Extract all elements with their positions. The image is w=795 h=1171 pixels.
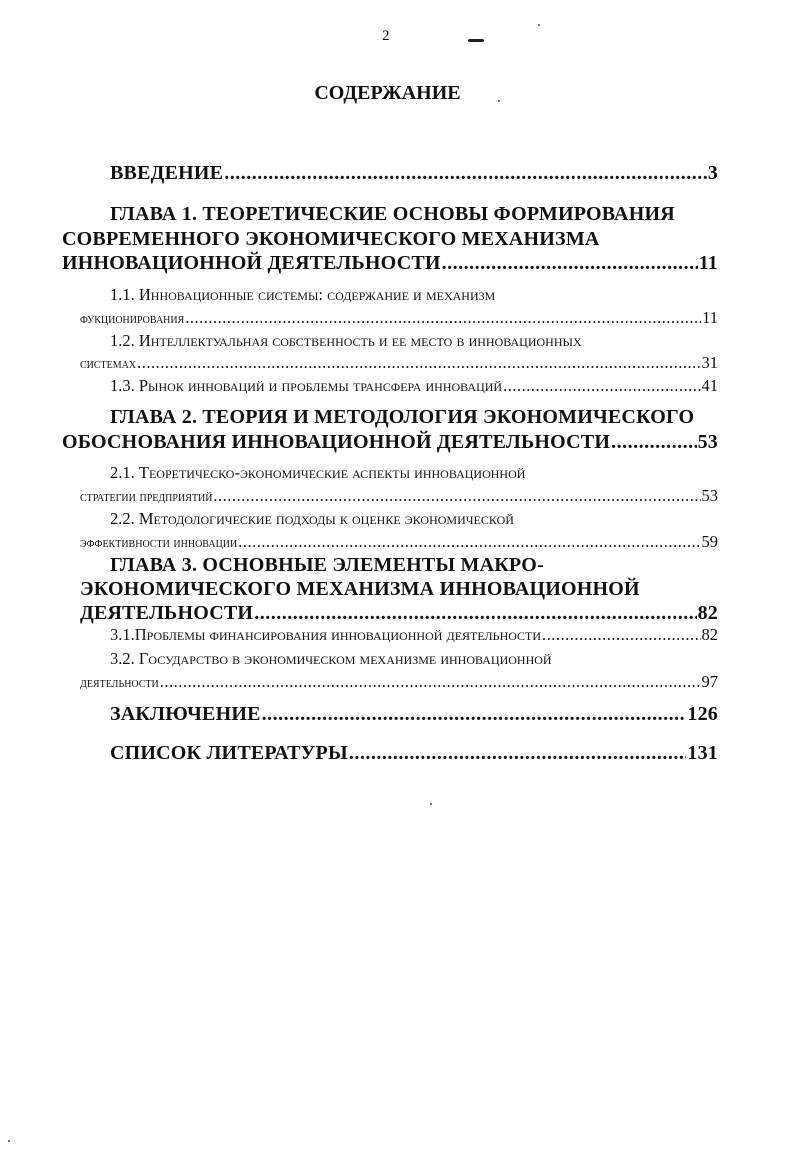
section-title-text: 1.2. Интеллектуальная собственность и ее место в инновационных bbox=[110, 331, 582, 350]
section-title-text: системах bbox=[80, 356, 137, 372]
scan-speck bbox=[8, 1140, 10, 1142]
toc-entry-page: 126 bbox=[687, 703, 718, 725]
scan-speck bbox=[538, 24, 540, 26]
toc-entry-page: 41 bbox=[701, 376, 718, 395]
toc-section-2-2-line-2[interactable] bbox=[80, 532, 718, 552]
toc-entry-page: 11 bbox=[698, 252, 718, 274]
toc-section-1-3[interactable] bbox=[110, 376, 718, 396]
toc-entry-page: 11 bbox=[702, 308, 718, 327]
leader-dots bbox=[349, 742, 687, 765]
chapter-title-text: ГЛАВА 3. ОСНОВНЫЕ ЭЛЕМЕНТЫ МАКРО- bbox=[110, 554, 544, 576]
page-title: СОДЕРЖАНИЕ bbox=[314, 82, 461, 104]
section-title-text: фукционирования bbox=[80, 311, 185, 327]
toc-chapter-3-line-2[interactable] bbox=[80, 578, 640, 601]
section-title-text: 2.1. Теоретическо-экономические аспекты инновационной bbox=[110, 463, 526, 482]
section-title-text: 1.3. Рынок инноваций и проблемы трансфера инноваций bbox=[110, 376, 503, 395]
leader-dots bbox=[137, 353, 700, 373]
leader-dots bbox=[254, 602, 696, 625]
section-title-text: 1.1. Инновационные системы: содержание и механизм bbox=[110, 285, 496, 304]
toc-chapter-1-line-3[interactable] bbox=[62, 252, 718, 275]
toc-chapter-1-line-1[interactable] bbox=[110, 203, 675, 226]
toc-entry-page: 82 bbox=[701, 625, 718, 644]
leader-dots bbox=[611, 431, 696, 454]
toc-section-1-2-line-2[interactable] bbox=[80, 353, 718, 373]
section-title-text: эффективности инновации bbox=[80, 535, 238, 551]
chapter-title-text: ИННОВАЦИОННОЙ ДЕЯТЕЛЬНОСТИ bbox=[62, 252, 441, 274]
section-title-text: 3.1.Проблемы финансирования инновационной деятельности bbox=[110, 625, 542, 644]
page-number: 2 bbox=[382, 28, 390, 44]
toc-entry-page: 53 bbox=[697, 431, 718, 453]
leader-dots bbox=[262, 703, 687, 726]
scan-speck bbox=[430, 803, 432, 805]
toc-chapter-3-line-1[interactable] bbox=[110, 554, 544, 577]
leader-dots bbox=[185, 308, 701, 328]
leader-dots bbox=[503, 376, 700, 396]
toc-chapter-2-line-2[interactable] bbox=[62, 431, 718, 454]
toc-entry-title: ЗАКЛЮЧЕНИЕ bbox=[110, 703, 261, 725]
chapter-title-text: СОВРЕМЕННОГО ЭКОНОМИЧЕСКОГО МЕХАНИЗМА bbox=[62, 228, 600, 250]
toc-entry-page: 82 bbox=[697, 602, 718, 624]
toc-entry-page: 97 bbox=[701, 672, 718, 691]
chapter-title-text: ЭКОНОМИЧЕСКОГО МЕХАНИЗМА ИННОВАЦИОННОЙ bbox=[80, 578, 640, 600]
toc-entry-intro[interactable] bbox=[110, 162, 718, 185]
toc-section-3-1[interactable] bbox=[110, 625, 718, 645]
toc-entry-title: ВВЕДЕНИЕ bbox=[110, 162, 224, 184]
toc-entry-page: 31 bbox=[701, 353, 718, 372]
chapter-title-text: ОБОСНОВАНИЯ ИННОВАЦИОННОЙ ДЕЯТЕЛЬНОСТИ bbox=[62, 431, 611, 453]
toc-section-2-1-line-1[interactable] bbox=[110, 463, 525, 483]
chapter-title-text: ДЕЯТЕЛЬНОСТИ bbox=[80, 602, 254, 624]
toc-section-3-2-line-2[interactable] bbox=[80, 672, 718, 692]
toc-chapter-3-line-3[interactable] bbox=[80, 602, 718, 625]
toc-entry-bibliography[interactable] bbox=[110, 742, 718, 765]
toc-section-1-2-line-1[interactable] bbox=[110, 331, 582, 351]
chapter-title-text: ГЛАВА 2. ТЕОРИЯ И МЕТОДОЛОГИЯ ЭКОНОМИЧЕСКОГО bbox=[110, 406, 695, 428]
section-title-text: 3.2. Государство в экономическом механизме инновационной bbox=[110, 649, 552, 668]
toc-section-2-2-line-1[interactable] bbox=[110, 509, 514, 529]
toc-entry-page: 59 bbox=[701, 532, 718, 551]
toc-section-1-1-line-1[interactable] bbox=[110, 285, 495, 305]
leader-dots bbox=[213, 486, 700, 506]
toc-entry-page: 3 bbox=[707, 162, 718, 184]
toc-entry-page: 131 bbox=[687, 742, 718, 764]
leader-dots bbox=[224, 162, 707, 185]
toc-section-2-1-line-2[interactable] bbox=[80, 486, 718, 506]
section-title-text: 2.2. Методологические подходы к оценке экономической bbox=[110, 509, 514, 528]
scan-artifact bbox=[468, 39, 484, 42]
chapter-title-text: ГЛАВА 1. ТЕОРЕТИЧЕСКИЕ ОСНОВЫ ФОРМИРОВАНИЯ bbox=[110, 203, 675, 225]
leader-dots bbox=[160, 672, 701, 692]
leader-dots bbox=[542, 625, 700, 645]
leader-dots bbox=[442, 252, 698, 275]
toc-section-3-2-line-1[interactable] bbox=[110, 649, 552, 669]
toc-chapter-2-line-1[interactable] bbox=[110, 406, 694, 429]
toc-chapter-1-line-2[interactable] bbox=[62, 228, 600, 251]
toc-section-1-1-line-2[interactable] bbox=[80, 308, 718, 328]
toc-entry-conclusion[interactable] bbox=[110, 703, 718, 726]
leader-dots bbox=[238, 532, 700, 552]
section-title-text: деятельности bbox=[80, 675, 159, 691]
section-title-text: стратегии предприятий bbox=[80, 489, 213, 505]
toc-entry-title: СПИСОК ЛИТЕРАТУРЫ bbox=[110, 742, 348, 764]
toc-entry-page: 53 bbox=[701, 486, 718, 505]
